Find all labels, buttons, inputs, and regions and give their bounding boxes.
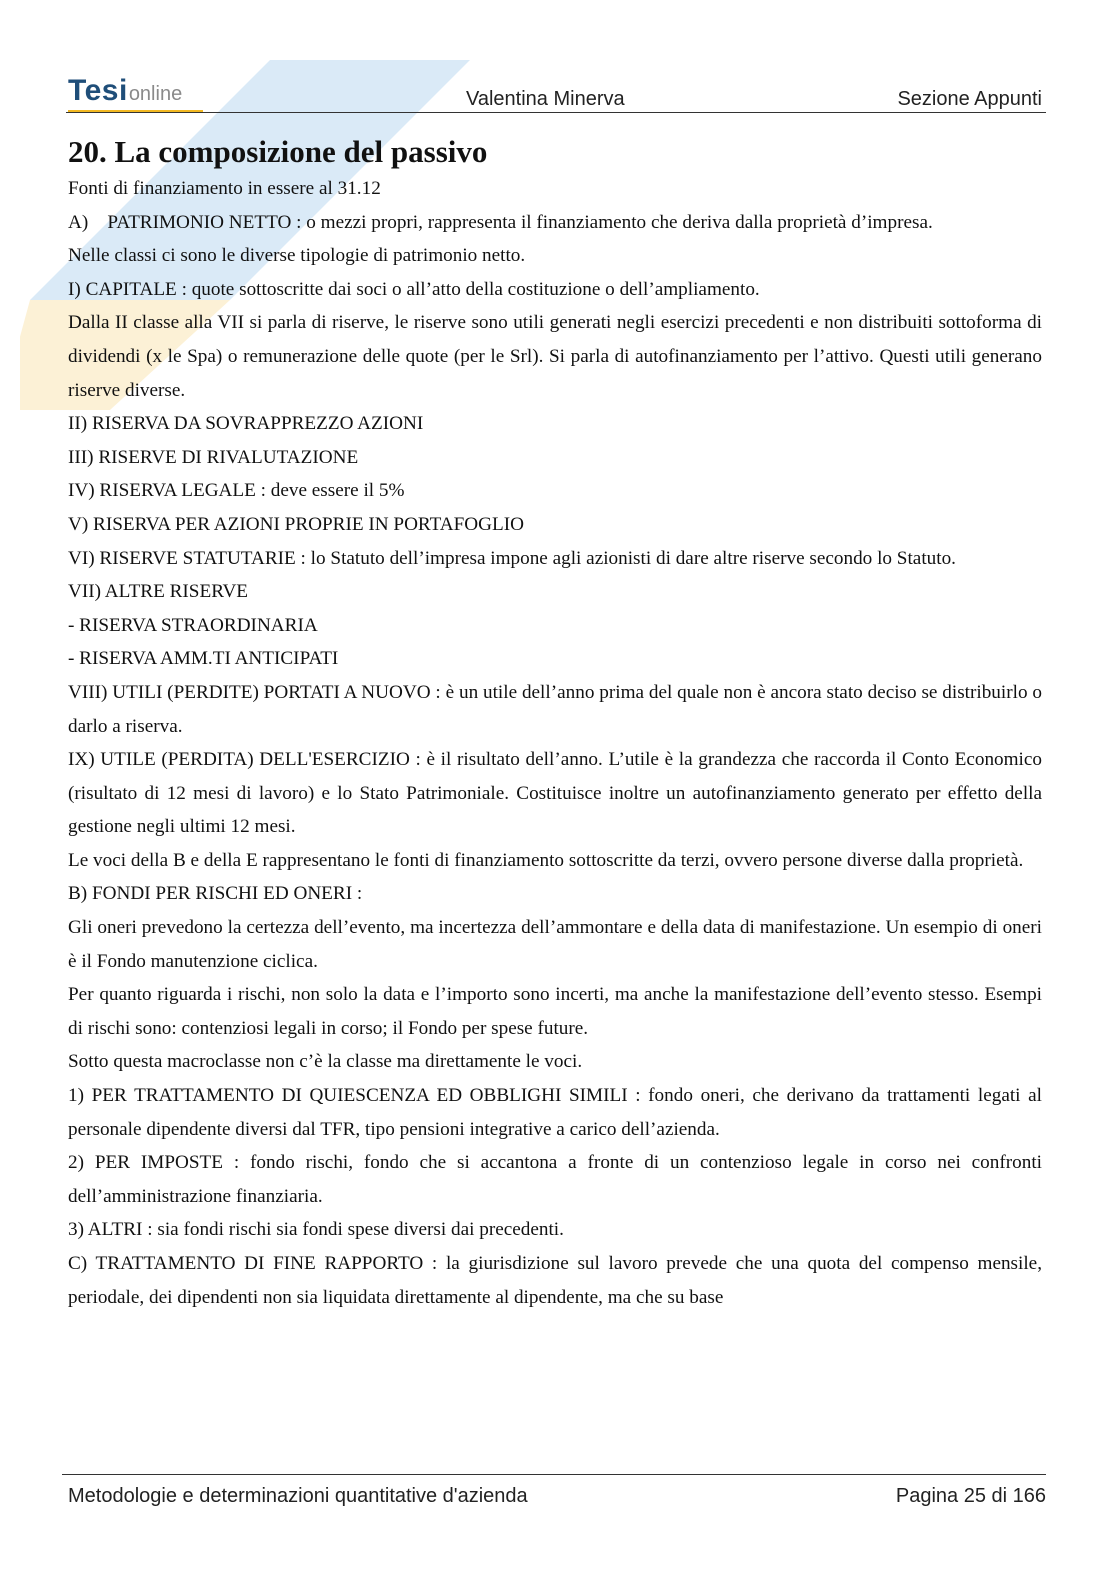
logo-underline	[68, 110, 203, 112]
tesionline-logo	[68, 74, 182, 108]
paragraph: VII) ALTRE RISERVE	[68, 581, 249, 603]
page-footer	[62, 1474, 1046, 1519]
page-content	[68, 130, 1042, 1314]
paragraph: Le voci della B e della E rappresentano le fonti di finanziamento sottoscritte da terzi, ovvero persone diverse dalla proprietà.	[68, 849, 1024, 871]
paragraph: IV) RISERVA LEGALE : deve essere il 5%	[68, 480, 405, 502]
paragraph: Per quanto riguarda i rischi, non solo la data e l’importo sono incerti, ma anche la manifestazione dell’evento stesso. Esempi di rischi sono: contenziosi legali in corso; il Fondo per spese future.	[68, 984, 1042, 1039]
paragraph: VIII) UTILI (PERDITE) PORTATI A NUOVO : è un utile dell’anno prima del quale non è ancora stato deciso se distribuirlo o darlo a riserva.	[68, 681, 1042, 737]
page-header	[66, 72, 1046, 113]
footer-page-number: Pagina 25 di 166	[895, 1485, 1046, 1507]
logo-main-text: Tesi	[68, 74, 128, 107]
paragraph: II) RISERVA DA SOVRAPPREZZO AZIONI	[68, 413, 424, 435]
paragraph: C) TRATTAMENTO DI FINE RAPPORTO : la giurisdizione sul lavoro prevede che una quota del compenso mensile, periodale, dei dipendenti non sia liquidata direttamente al dipendente, ma che su base	[68, 1253, 1042, 1308]
paragraph: 3) ALTRI : sia fondi rischi sia fondi spese diversi dai precedenti.	[68, 1219, 564, 1241]
header-author: Valentina Minerva	[466, 88, 625, 110]
paragraph: B) FONDI PER RISCHI ED ONERI :	[68, 883, 363, 905]
paragraph: I) CAPITALE : quote sottoscritte dai soci o all’atto della costituzione o dell’ampliamento.	[68, 278, 760, 300]
paragraph: 2) PER IMPOSTE : fondo rischi, fondo che si accantona a fronte di un contenzioso legale in corso nei confronti dell’amministrazione finanziaria.	[68, 1152, 1042, 1207]
paragraph: Dalla II classe alla VII si parla di riserve, le riserve sono utili generati negli esercizi precedenti e non distribuiti sottoforma di dividendi (x le Spa) o remunerazione delle quote (per le Srl). Si parla di autofinanziamento per l’attivo. Questi utili generano riserve diverse.	[68, 312, 1042, 401]
header-section: Sezione Appunti	[897, 88, 1042, 110]
paragraph: V) RISERVA PER AZIONI PROPRIE IN PORTAFOGLIO	[68, 513, 524, 535]
paragraph: III) RISERVE DI RIVALUTAZIONE	[68, 446, 359, 468]
paragraph: Fonti di finanziamento in essere al 31.12	[68, 178, 381, 199]
paragraph: Sotto questa macroclasse non c’è la classe ma direttamente le voci.	[68, 1051, 583, 1073]
paragraph: A) PATRIMONIO NETTO : o mezzi propri, rappresenta il finanziamento che deriva dalla proprietà d’impresa.	[68, 211, 933, 233]
footer-course-title: Metodologie e determinazioni quantitative d'azienda	[68, 1485, 528, 1507]
paragraph: IX) UTILE (PERDITA) DELL'ESERCIZIO : è il risultato dell’anno. L’utile è la grandezza che raccorda il Conto Economico (risultato di 12 mesi di lavoro) e lo Stato Patrimoniale. Costituisce inoltre un autofinanziamento generato per effetto della gestione negli ultimi 12 mesi.	[68, 749, 1042, 838]
paragraph: 1) PER TRATTAMENTO DI QUIESCENZA ED OBBLIGHI SIMILI : fondo oneri, che derivano da trattamenti legati al personale dipendente diversi dal TFR, tipo pensioni integrative a carico dell’azienda.	[68, 1085, 1042, 1140]
paragraph: VI) RISERVE STATUTARIE : lo Statuto dell’impresa impone agli azionisti di dare altre riserve secondo lo Statuto.	[68, 547, 956, 569]
page-title: 20. La composizione del passivo	[68, 134, 488, 169]
paragraph: - RISERVA AMM.TI ANTICIPATI	[68, 648, 339, 670]
paragraph: - RISERVA STRAORDINARIA	[68, 614, 318, 636]
paragraph: Nelle classi ci sono le diverse tipologie di patrimonio netto.	[68, 245, 526, 267]
logo-sub-text: online	[128, 83, 183, 105]
paragraph: Gli oneri prevedono la certezza dell’evento, ma incertezza dell’ammontare e della data di manifestazione. Un esempio di oneri è il Fondo manutenzione ciclica.	[68, 917, 1042, 972]
